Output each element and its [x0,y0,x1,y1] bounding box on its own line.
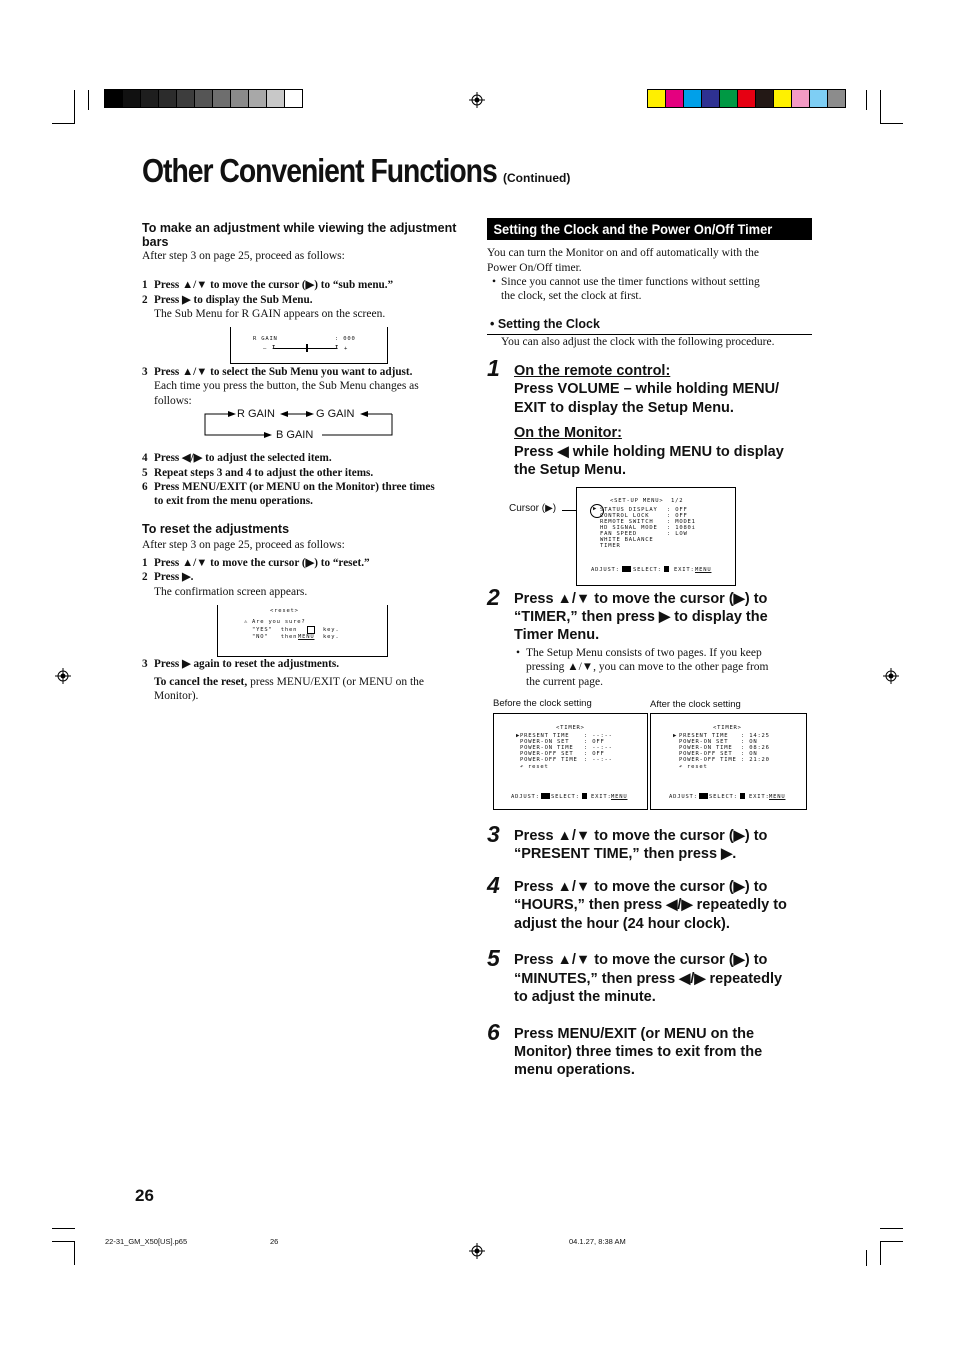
cursor-icon: ▶ [593,506,598,512]
setup-menu-screen: ▶ <SET-UP MENU> 1/2 STATUS DISPLAY : OFF CONTROL LOCK : OFF REMOTE SWITCH : MODE1 HD SIGNAL MODE : 1080i FAN SPEED : LOW WHITE BALANCE TIMER ADJUST: SELECT: EXIT: MENU [576,487,736,586]
cursor-label: Cursor (▶) [509,503,557,514]
section-heading: To reset the adjustments [142,522,290,536]
crop-mark [880,1241,881,1265]
menu-item-label: POWER-ON TIME [679,745,733,751]
menu-item-value: : 14:25 [741,733,770,739]
step-text: Press VOLUME – while holding MENU/ [514,381,780,397]
section-heading: To make an adjustment while viewing the adjustment bars [142,221,457,249]
color-swatch [792,90,810,107]
plus-sign: + [344,346,349,352]
step-note: to exit from the menu operations. [154,495,313,507]
key-icon [699,793,708,799]
menu-item-value: : OFF [584,739,605,745]
intro-text: After step 3 on page 25, proceed as follows: [142,250,345,262]
minus-sign: – [263,346,268,352]
crop-mark [74,90,75,124]
step-text: Press ▲/▼ to move the cursor (▶) to [514,828,768,844]
page-title: Other Convenient Functions [142,152,497,189]
menu-item-label: WHITE BALANCE [600,537,654,543]
sub-heading: • Setting the Clock [490,317,600,331]
crop-mark [880,90,881,124]
crop-mark [866,90,867,110]
key-icon [622,566,631,572]
menu-item-label: TIMER [600,543,621,549]
key-icon [582,793,587,799]
setup-title: <SET-UP MENU> [610,498,664,504]
step-text: “MINUTES,” then press ◀/▶ repeatedly [514,971,783,987]
color-swatch [141,90,159,107]
registration-mark-icon [469,1243,485,1259]
step-1-remote-heading: On the remote control: [514,363,671,379]
after-label: After the clock setting [650,699,741,710]
crop-mark [52,1228,75,1229]
color-swatch [105,90,123,107]
step-note: The confirmation screen appears. [154,586,308,598]
color-swatch [774,90,792,107]
step-text: Press ▲/▼ to move the cursor (▶) to [514,879,768,895]
menu-item-value: : LOW [667,531,688,537]
bullet-text: • [492,276,497,288]
step-text: to adjust the minute. [514,989,656,1005]
menu-item-value: : --:-- [584,757,613,763]
color-swatch [267,90,285,107]
menu-item-value: : OFF [584,751,605,757]
crop-mark [88,90,89,110]
color-swatch [213,90,231,107]
key-icon [740,793,745,799]
menu-item-label: POWER-OFF TIME [520,757,578,763]
menu-item-label: FAN SPEED [600,531,638,537]
timer-screen-after: <TIMER> ▶ PRESENT TIME : 14:25 POWER-ON SET : ON POWER-ON TIME : 08:26 POWER-OFF SET : ON POWER-OFF TIME : 21:20 ↶ reset ADJUST: SELECT: EXIT: MENU [650,713,807,810]
color-swatch [231,90,249,107]
intro-text: You can turn the Monitor on and off automatically with the [487,247,760,259]
color-swatch [684,90,702,107]
key-icon [541,793,550,799]
registration-mark-icon [883,668,899,684]
menu-item-label: REMOTE SWITCH [600,519,654,525]
reset-icon: ↶ [679,764,684,770]
page-number: 26 [135,1186,154,1205]
crop-mark [880,123,903,124]
menu-item-label: HD SIGNAL MODE [600,525,658,531]
menu-item-label: PRESENT TIME [520,733,570,739]
bullet-text: the clock, set the clock at first. [501,290,642,302]
step-number: 1 [487,355,500,381]
step-text: the Setup Menu. [514,462,626,478]
menu-item-label: STATUS DISPLAY [600,507,658,513]
menu-item-label: POWER-OFF SET [679,751,733,757]
menu-item-label: POWER-ON SET [679,739,729,745]
crop-mark [866,1250,867,1266]
menu-item-label: POWER-OFF TIME [679,757,737,763]
step-text: Press ▲/▼ to move the cursor (▶) to [514,591,768,607]
step-1-monitor-heading: On the Monitor: [514,425,622,441]
step-number: 5 [487,945,500,971]
menu-item-value: : 21:20 [741,757,770,763]
color-strip [647,89,846,108]
before-label: Before the clock setting [493,698,592,709]
color-swatch [828,90,845,107]
rgain-sub-menu-screen: R GAIN : 000 – I I + [230,327,388,364]
menu-item-value: : 1080i [667,525,696,531]
menu-item-value: : --:-- [584,745,613,751]
registration-mark-icon [469,92,485,108]
registration-mark-icon [55,668,71,684]
step-note: Each time you press the button, the Sub Menu changes as follows: [154,380,419,407]
color-swatch [249,90,267,107]
color-swatch [123,90,141,107]
step-text: Press ◀ while holding MENU to display [514,444,784,460]
section-banner: Setting the Clock and the Power On/Off Timer [487,218,812,240]
menu-item-value: : OFF [667,507,688,513]
key-icon [664,566,669,572]
intro-text: After step 3 on page 25, proceed as follows: [142,539,345,551]
bar-indicator [306,344,308,352]
cycle-r-gain: R GAIN [237,408,275,420]
color-swatch [756,90,774,107]
rgain-label: R GAIN [253,336,278,342]
menu-item-label: POWER-ON SET [520,739,570,745]
color-swatch [285,90,302,107]
cycle-b-gain: B GAIN [276,429,314,441]
menu-item-label: PRESENT TIME [679,733,729,739]
step-text: “TIMER,” then press ▶ to display the [514,609,768,625]
step-number: 4 [487,872,500,898]
color-swatch [810,90,828,107]
warning-icon: ⚠ [244,619,249,625]
step-text: adjust the hour (24 hour clock). [514,916,730,932]
sub-note: You can also adjust the clock with the following procedure. [501,336,775,348]
print-date: 04.1.27, 8:38 AM [569,1237,626,1246]
page-small: 26 [270,1237,279,1246]
menu-item-value: : 08:26 [741,745,770,751]
step-text: “PRESENT TIME,” then press ▶. [514,846,737,862]
cursor-icon: ▶ [673,733,678,739]
crop-mark [52,1241,75,1242]
menu-item-value: : MODE1 [667,519,696,525]
menu-item-label: CONTROL LOCK [600,513,650,519]
cursor-icon: ▶ [516,733,521,739]
bullet-text: Since you cannot use the timer functions without setting [501,276,760,288]
step-number: 6 [487,1019,500,1045]
crop-mark [74,1241,75,1265]
reset-confirmation-screen: <reset> ⚠ Are you sure? "YES" then key. "NO" then MENU key. [217,605,388,657]
color-swatch [159,90,177,107]
menu-item-value: : ON [741,751,758,757]
step-text: EXIT to display the Setup Menu. [514,400,734,416]
continued-label: (Continued) [503,171,571,185]
cycle-g-gain: G GAIN [316,408,355,420]
step-text: Monitor) three times to exit from the [514,1044,763,1060]
file-name: 22-31_GM_X50[US].p65 [105,1237,188,1246]
step-text: Press MENU/EXIT (or MENU on the [514,1026,755,1042]
menu-item-value: : OFF [667,513,688,519]
color-swatch [195,90,213,107]
color-swatch [666,90,684,107]
setup-page: 1/2 [671,498,684,504]
color-swatch [648,90,666,107]
step-text: Timer Menu. [514,627,600,643]
rgain-value: : 000 [335,336,356,342]
cancel-note: To cancel the reset, press MENU/EXIT (or MENU on the [154,676,424,688]
color-swatch [177,90,195,107]
crop-mark [880,1228,903,1229]
color-swatch [738,90,756,107]
step-number: 3 [487,821,500,847]
adjustment-bar [273,348,337,349]
step-text: Press ▲/▼ to move the cursor (▶) to [514,952,768,968]
timer-screen-before: <TIMER> ▶ PRESENT TIME : --:-- POWER-ON SET : OFF POWER-ON TIME : --:-- POWER-OFF SET : OFF POWER-OFF TIME : --:-- ↶ reset ADJUST: SELECT: EXIT: MENU [493,713,648,810]
color-swatch [720,90,738,107]
grayscale-strip [104,89,303,108]
step-text: “HOURS,” then press ◀/▶ repeatedly to [514,897,787,913]
step-number: 2 [487,584,500,610]
menu-item-label: POWER-OFF SET [520,751,574,757]
step-note: pressing ▲/▼, you can move to the other page from [526,661,769,673]
step-note: The Sub Menu for R GAIN appears on the screen. [154,308,386,320]
color-swatch [702,90,720,107]
reset-icon: ↶ [520,764,525,770]
crop-mark [880,1241,903,1242]
intro-text: Power On/Off timer. [487,262,582,274]
bullet-text: • [516,647,521,659]
reset-title: <reset> [270,608,299,614]
menu-item-value: : ON [741,739,758,745]
crop-mark [52,123,75,124]
step-text: menu operations. [514,1062,635,1078]
menu-item-value: : --:-- [584,733,613,739]
step-note: The Setup Menu consists of two pages. If you keep [526,647,762,659]
key-icon [307,626,315,634]
step-note: the current page. [526,676,603,688]
menu-item-label: POWER-ON TIME [520,745,574,751]
cancel-note: Monitor). [154,690,199,702]
